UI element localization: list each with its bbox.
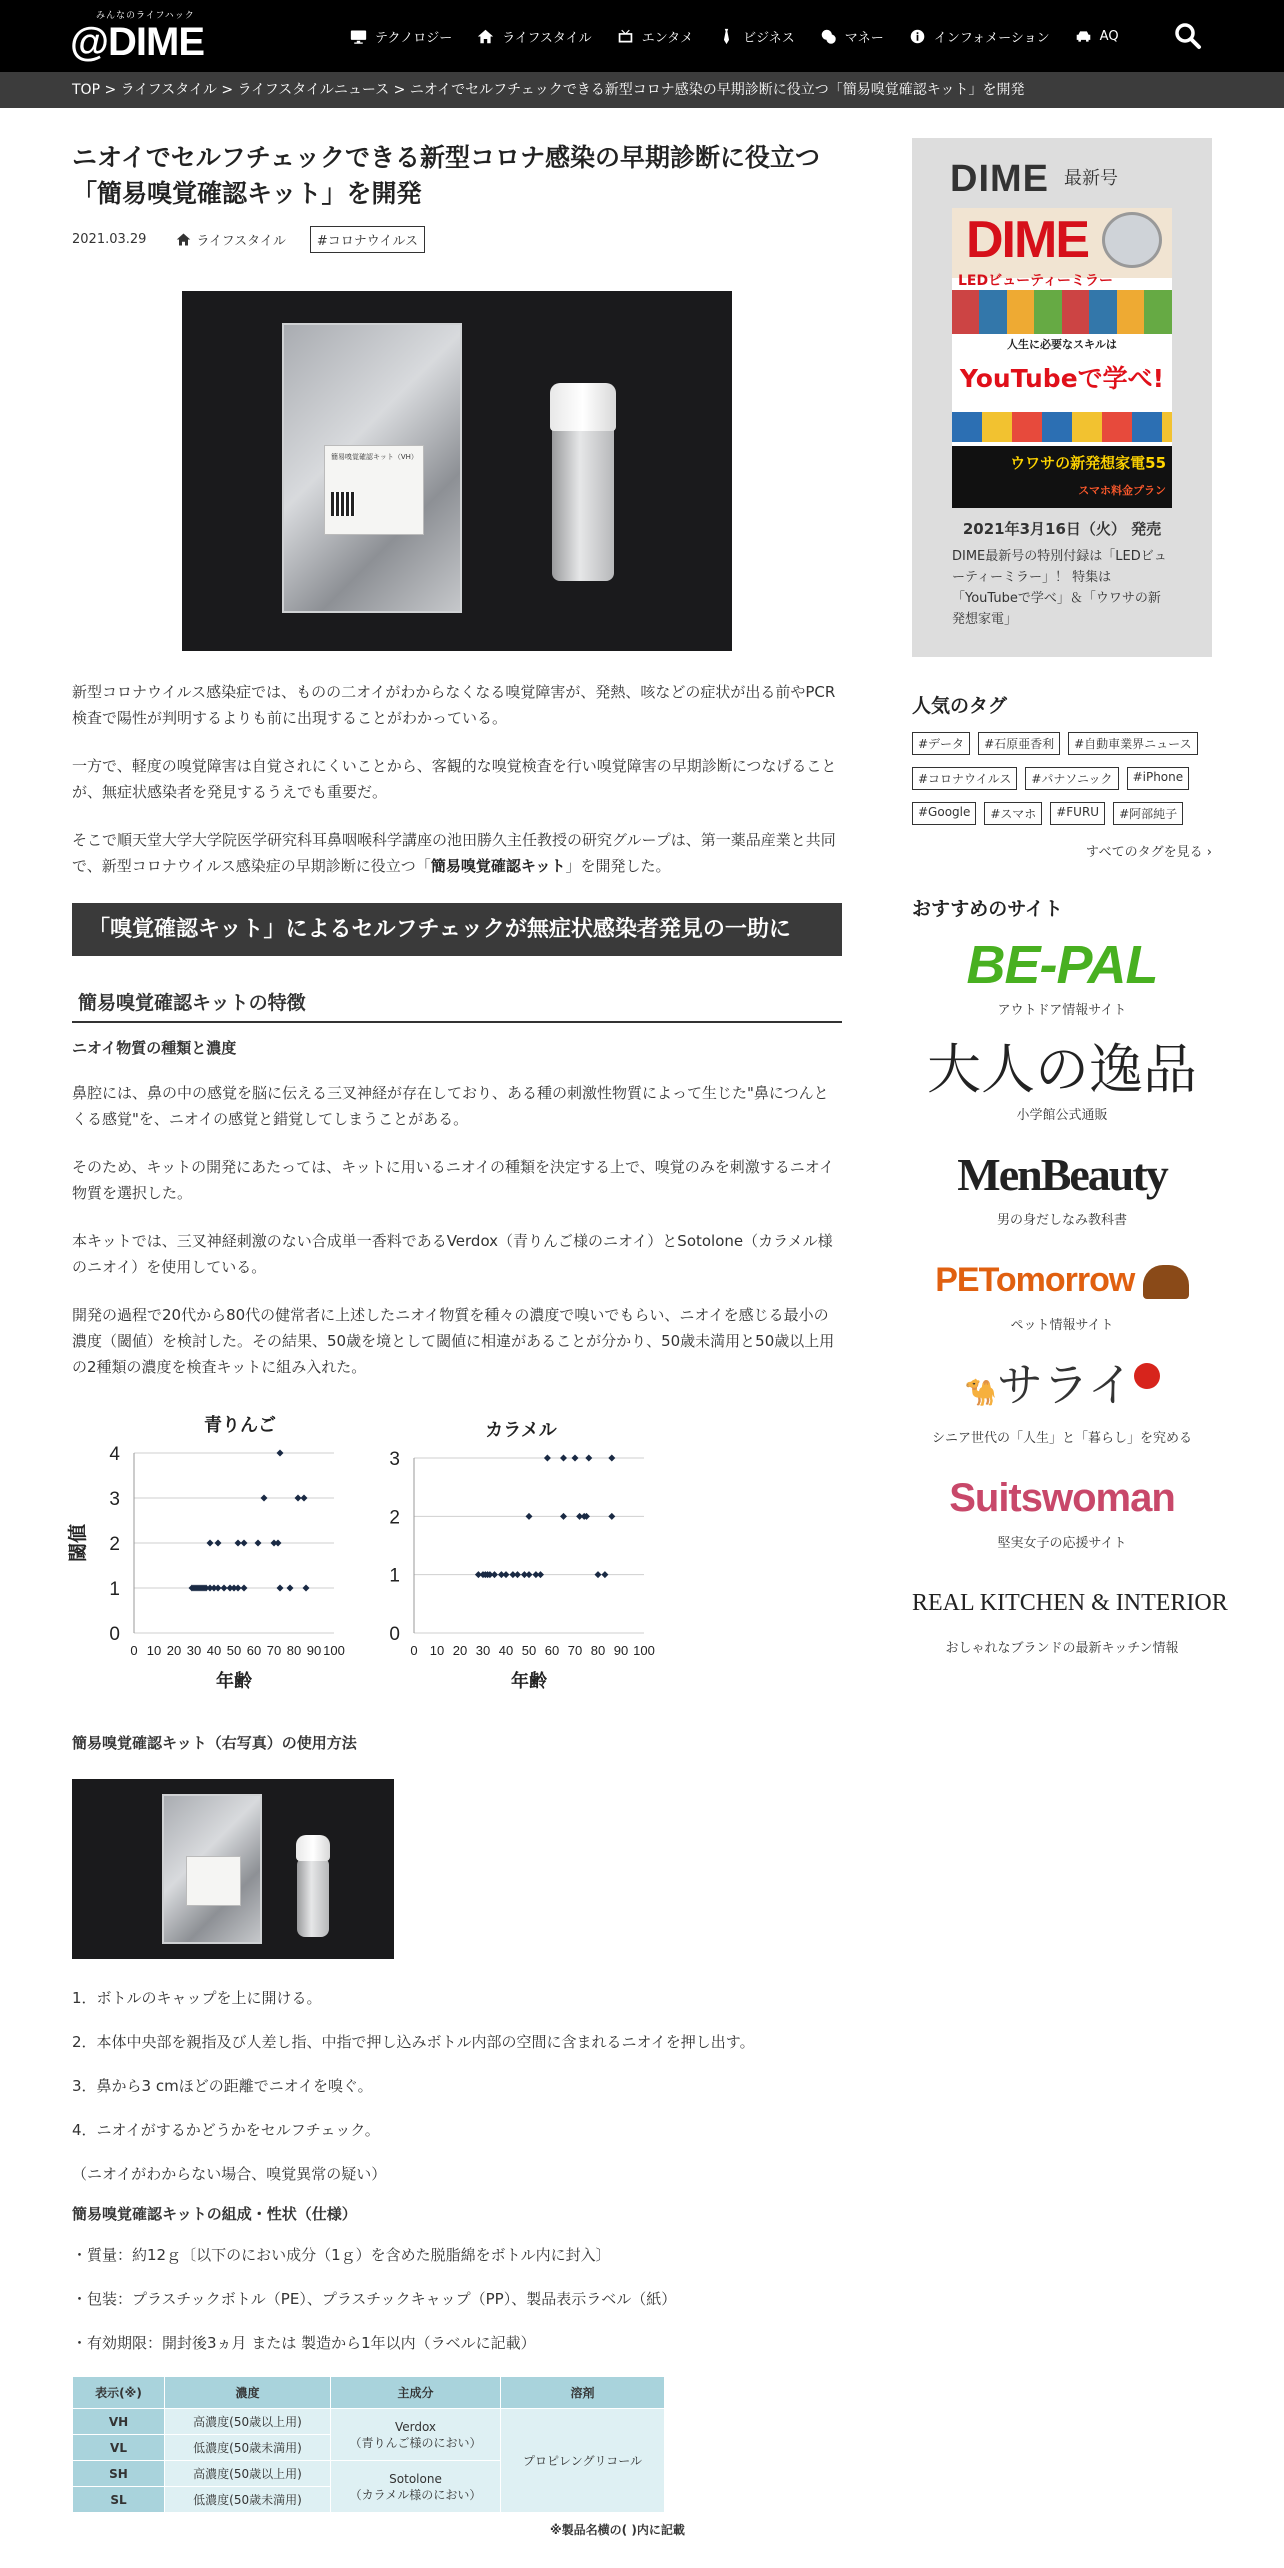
magazine-date: 2021年3月16日（火） 発売 xyxy=(962,520,1162,538)
paragraph: そのため、キットの開発にあたっては、キットに用いるニオイの種類を決定する上で、嗅覚のみを刺激するニオイ物質を選択した。 xyxy=(72,1158,835,1202)
y-axis-label: 閾値 xyxy=(67,1523,89,1563)
subsection-heading: 簡易嗅覚確認キットの特徴 xyxy=(72,988,842,1023)
site-label: アウトドア情報サイト xyxy=(997,1003,1127,1018)
table-cell: VH xyxy=(73,2409,165,2435)
data-point xyxy=(572,1455,579,1462)
step-item: 2．本体中央部を親指及び人差し指、中指で押し込みボトル内部の空間に含まれるニオイを押し出す。 xyxy=(72,2033,755,2051)
nav-entertainment[interactable] xyxy=(617,27,693,46)
cover-headline: 人生に必要なスキルは xyxy=(1007,338,1117,351)
table-cell: プロピレングリコール xyxy=(501,2409,665,2513)
x-tick-label: 40 xyxy=(206,1643,222,1658)
nav-business[interactable] xyxy=(718,27,795,46)
coins-icon xyxy=(820,28,837,45)
x-tick-label: 50 xyxy=(226,1643,242,1658)
home-icon xyxy=(477,28,494,45)
tag-chip[interactable]: #阿部純子 xyxy=(1113,802,1183,825)
data-point xyxy=(595,1571,602,1578)
tag-chip[interactable]: #スマホ xyxy=(984,802,1042,825)
threshold-charts xyxy=(67,1408,772,1708)
article-category[interactable] xyxy=(176,230,285,249)
magazine-desc: DIME最新号の特別付録は「LEDビューティーミラー」！ 特集は「YouTubeで学べ」＆「ウワサの新発想家電」 xyxy=(952,549,1167,627)
site-realkitchen[interactable] xyxy=(912,1575,1228,1656)
tag-chip[interactable]: #石原亜香利 xyxy=(978,732,1060,755)
table-header: 主成分 xyxy=(331,2377,501,2409)
magazine-newest: 最新号 xyxy=(1064,168,1118,189)
tag-chip[interactable]: #Google xyxy=(912,802,976,825)
table-header: 溶剤 xyxy=(501,2377,665,2409)
bottle-cap xyxy=(296,1835,330,1861)
table-header-row xyxy=(73,2377,665,2409)
data-point xyxy=(601,1571,608,1578)
necktie-icon xyxy=(718,28,735,45)
nav-lifestyle[interactable] xyxy=(477,27,591,46)
info-icon xyxy=(909,28,926,45)
data-point xyxy=(526,1513,533,1520)
data-point xyxy=(503,1571,510,1578)
cell-text: （青りんご様のにおい） xyxy=(349,2435,482,2450)
site-bepal[interactable] xyxy=(912,937,1212,1018)
cell-text: （カラメル様のにおい） xyxy=(349,2487,482,2502)
data-point xyxy=(277,1585,284,1592)
mirror-image xyxy=(1102,212,1162,268)
qr-code xyxy=(331,492,355,516)
suitswoman-logo: Suitswoman xyxy=(949,1476,1175,1520)
monitor-icon xyxy=(350,28,367,45)
menbeauty-logo: MenBeauty xyxy=(957,1149,1167,1200)
x-tick-label: 70 xyxy=(266,1643,282,1658)
site-petomorrow[interactable] xyxy=(912,1252,1212,1333)
nav-label: エンタメ xyxy=(641,30,694,46)
nav-money[interactable] xyxy=(820,27,884,46)
logo-text: サライ xyxy=(996,1358,1134,1412)
kit-bottle xyxy=(297,1857,329,1937)
x-tick-label: 80 xyxy=(590,1643,606,1658)
paragraph: 一方で、軽度の嗅覚障害は自覚されにくいことから、客観的な嗅覚検査を行い嗅覚障害の早期診断につなげることが、無症状感染者を発見するうえでも重要だ。 xyxy=(72,757,837,801)
realkitchen-logo: REAL KITCHEN & INTERIOR xyxy=(912,1590,1228,1616)
data-point xyxy=(295,1495,302,1502)
cell-text: Sotolone xyxy=(389,2471,442,2486)
site-suitswoman[interactable] xyxy=(912,1470,1212,1551)
table-cell: 低濃度(50歳未満用) xyxy=(165,2435,331,2461)
nav-technology[interactable] xyxy=(350,27,452,46)
search-icon[interactable] xyxy=(1174,22,1202,50)
chevron-right-icon: › xyxy=(1206,845,1212,860)
y-tick-label: 2 xyxy=(109,1534,120,1555)
step-item: 4．ニオイがするかどうかをセルフチェック。 xyxy=(72,2121,380,2139)
site-label: 堅実女子の応援サイト xyxy=(997,1536,1127,1551)
x-tick-label: 30 xyxy=(186,1643,202,1658)
data-point xyxy=(221,1585,228,1592)
text-span: 」を開発した。 xyxy=(565,857,671,875)
article-date: 2021.03.29 xyxy=(72,232,147,247)
main-nav xyxy=(350,0,1144,72)
tag-list xyxy=(912,732,1212,837)
table-header: 表示(※) xyxy=(73,2377,165,2409)
y-tick-label: 3 xyxy=(109,1489,120,1510)
x-tick-label: 40 xyxy=(498,1643,514,1658)
x-tick-label: 50 xyxy=(521,1643,537,1658)
section-heading: 「嗅覚確認キット」によるセルフチェックが無症状感染者発見の一助に xyxy=(72,903,842,956)
paragraph: 鼻腔には、鼻の中の感覚を脳に伝える三叉神経が存在しており、ある種の刺激性物質によって生じた"鼻につんとくる感覚"を、ニオイの感覚と錯覚してしまうことがある。 xyxy=(72,1084,829,1128)
cover-icons xyxy=(952,412,1172,442)
x-tick-label: 70 xyxy=(567,1643,583,1658)
y-tick-label: 1 xyxy=(109,1579,120,1600)
tag-chip[interactable]: #データ xyxy=(912,732,970,755)
data-point xyxy=(277,1450,284,1457)
cell-text: Verdox xyxy=(394,2419,437,2434)
x-tick-label: 90 xyxy=(306,1643,322,1658)
kit-label xyxy=(324,445,424,535)
spec-item: ・質量：約12ｇ〔以下のにおい成分（1ｇ）を含めた脱脂綿をボトル内に封入〕 xyxy=(72,2246,611,2264)
spec-item: ・包装：プラスチックボトル（PE）、プラスチックキャップ（PP）、製品表示ラベル（紙） xyxy=(72,2290,677,2308)
data-point xyxy=(560,1513,567,1520)
paragraph: 本キットでは、三叉神経刺激のない合成単一香料であるVerdox（青りんご様のニオイ）とSotolone（カラメル様のニオイ）を使用している。 xyxy=(72,1232,833,1276)
data-point xyxy=(241,1585,248,1592)
x-tick-label: 20 xyxy=(166,1643,182,1658)
site-label: 男の身だしなみ教科書 xyxy=(996,1213,1127,1228)
charts-svg xyxy=(67,1408,772,1708)
tv-icon xyxy=(617,28,634,45)
link-label: すべてのタグを見る xyxy=(1085,845,1203,860)
x-tick-label: 30 xyxy=(475,1643,491,1658)
x-tick-label: 90 xyxy=(613,1643,629,1658)
site-label: おしゃれなブランドの最新キッチン情報 xyxy=(945,1641,1179,1656)
article-meta xyxy=(72,226,842,253)
site-otona[interactable] xyxy=(912,1038,1212,1123)
table-cell: VL xyxy=(73,2435,165,2461)
paragraph: 開発の過程で20代から80代の健常者に上述したニオイ物質を種々の濃度で嗅いでもらい、ニオイを感じる最小の濃度（閾値）を検討した。その結果、50歳を境として閾値に相違があることが分かり、50歳未満用と50歳以上用の2種類の濃度を検査キットに組み入れた。 xyxy=(72,1306,835,1376)
data-point xyxy=(303,1585,310,1592)
tag-chip[interactable]: #パナソニック xyxy=(1025,767,1118,790)
otona-logo: 大人の逸品 xyxy=(927,1038,1197,1101)
hero-photo xyxy=(182,291,732,651)
x-tick-label: 60 xyxy=(246,1643,262,1658)
kit-bag xyxy=(282,323,462,613)
breadcrumb[interactable]: TOP > ライフスタイル > ライフスタイルニュース > ニオイでセルフチェックできる新型コロナ感染の早期診断に役立つ「簡易嗅覚確認キット」を開発 xyxy=(0,72,1284,108)
home-icon xyxy=(176,232,191,247)
x-tick-label: 100 xyxy=(323,1643,345,1658)
text-span: そこで順天堂大学大学院医学研究科耳鼻咽喉科学講座の池田勝久主任教授の研究グループは、第一薬品産業と共同で、新型コロナウイルス感染症の早期診断に役立つ「 xyxy=(72,831,836,875)
article-tag[interactable]: #コロナウイルス xyxy=(310,226,425,253)
sidebar xyxy=(912,138,1228,1656)
y-tick-label: 1 xyxy=(389,1565,400,1587)
bold-text: 簡易嗅覚確認キット xyxy=(430,857,566,875)
nav-label: インフォメーション xyxy=(933,30,1050,46)
data-point xyxy=(261,1495,268,1502)
logo-tagline: みんなのライフハック xyxy=(96,11,195,21)
x-tick-label: 80 xyxy=(286,1643,302,1658)
tag-chip[interactable]: #iPhone xyxy=(1127,767,1190,790)
chart-title: カラメル xyxy=(485,1420,557,1441)
cover-photos xyxy=(952,290,1172,334)
site-label: 小学館公式通販 xyxy=(1016,1108,1108,1123)
nav-information[interactable] xyxy=(909,27,1050,46)
kit-bag xyxy=(162,1794,262,1944)
cover-headline: スマホ料金プラン xyxy=(1078,484,1166,497)
jp-badge-icon xyxy=(1134,1363,1160,1389)
pet-icon xyxy=(1143,1265,1189,1299)
kit-bottle xyxy=(552,421,614,581)
data-point xyxy=(560,1455,567,1462)
petomorrow-logo xyxy=(912,1252,1212,1308)
site-label: ペット情報サイト xyxy=(1010,1318,1114,1333)
site-header xyxy=(0,0,1284,72)
x-axis-label: 年齢 xyxy=(216,1671,252,1692)
serai-logo xyxy=(912,1357,1212,1421)
spec-table xyxy=(72,2376,665,2513)
data-point xyxy=(241,1540,248,1547)
tag-chip[interactable]: #FURU xyxy=(1050,802,1105,825)
x-tick-label: 0 xyxy=(410,1643,418,1658)
data-point xyxy=(608,1455,615,1462)
step-item: （ニオイがわからない場合、嗅覚異常の疑い） xyxy=(72,2165,387,2183)
data-point xyxy=(526,1571,533,1578)
minor-heading: 簡易嗅覚確認キットの組成・性状（仕様） xyxy=(72,2205,357,2223)
kit-label-text: 簡易嗅覚確認キット（VH） xyxy=(331,453,418,461)
nav-label: AQ xyxy=(1099,28,1119,44)
table-cell xyxy=(331,2409,501,2461)
cover-headline: ウワサの新発想家電55 xyxy=(1010,454,1166,472)
logo-wordmark: @DIME xyxy=(70,20,205,64)
table-cell xyxy=(331,2461,501,2513)
site-logo[interactable] xyxy=(70,8,220,64)
nav-label: テクノロジー xyxy=(375,30,453,46)
site-label: シニア世代の「人生」と「暮らし」を究める xyxy=(931,1431,1192,1446)
x-tick-label: 20 xyxy=(452,1643,468,1658)
data-point xyxy=(207,1540,214,1547)
category-label: ライフスタイル xyxy=(196,234,286,249)
kit-label xyxy=(186,1856,241,1906)
minor-heading: 簡易嗅覚確認キット（右写真）の使用方法 xyxy=(72,1734,357,1752)
camel-icon: 🐪 xyxy=(964,1378,997,1408)
data-point xyxy=(537,1571,544,1578)
table-cell: 低濃度(50歳未満用) xyxy=(165,2487,331,2513)
data-point xyxy=(235,1585,242,1592)
car-icon xyxy=(1075,28,1092,45)
y-tick-label: 3 xyxy=(389,1449,400,1470)
all-tags-link[interactable] xyxy=(912,841,1212,860)
data-point xyxy=(608,1513,615,1520)
cover-headline: YouTubeで学べ! xyxy=(959,364,1165,393)
magazine-box[interactable] xyxy=(912,138,1212,657)
y-tick-label: 4 xyxy=(109,1444,120,1465)
x-tick-label: 10 xyxy=(429,1643,445,1658)
logo-text: PETomorrow xyxy=(935,1261,1135,1299)
data-point xyxy=(544,1455,551,1462)
x-tick-label: 100 xyxy=(633,1643,655,1658)
article-title: ニオイでセルフチェックできる新型コロナ感染の早期診断に役立つ「簡易嗅覚確認キット」を開発 xyxy=(72,143,821,208)
spec-item: ・有効期限：開封後3ヵ月 または 製造から1年以内（ラベルに記載） xyxy=(72,2334,536,2352)
x-tick-label: 60 xyxy=(544,1643,560,1658)
article xyxy=(67,140,842,2538)
table-header: 濃度 xyxy=(165,2377,331,2409)
magazine-cover[interactable] xyxy=(952,208,1172,508)
data-point xyxy=(301,1495,308,1502)
data-point xyxy=(275,1540,282,1547)
tags-title: 人気のタグ xyxy=(912,695,1008,717)
x-tick-label: 0 xyxy=(130,1643,138,1658)
data-point xyxy=(235,1540,242,1547)
step-item: 3．鼻から3 cmほどの距離でニオイを嗅ぐ。 xyxy=(72,2077,373,2095)
y-tick-label: 0 xyxy=(109,1624,120,1645)
y-tick-label: 0 xyxy=(389,1624,400,1645)
site-serai[interactable] xyxy=(912,1357,1212,1446)
table-cell: 高濃度(50歳以上用) xyxy=(165,2461,331,2487)
magazine-brand: DIME xyxy=(950,158,1049,200)
nav-label: ビジネス xyxy=(743,30,795,46)
nav-label: ライフスタイル xyxy=(502,30,592,46)
nav-aq[interactable] xyxy=(1075,28,1119,45)
data-point xyxy=(287,1585,294,1592)
paragraph xyxy=(72,827,842,879)
nav-label: マネー xyxy=(844,30,884,46)
chart-title: 青りんご xyxy=(204,1415,276,1436)
tag-chip[interactable]: #自動車業界ニュース xyxy=(1068,732,1197,755)
kit-photo xyxy=(72,1779,394,1959)
bepal-logo: BE-PAL xyxy=(966,935,1158,995)
sites-title: おすすめのサイト xyxy=(912,898,1063,920)
x-axis-label: 年齢 xyxy=(511,1671,547,1692)
cover-logo: DIME xyxy=(966,211,1088,269)
site-menbeauty[interactable] xyxy=(912,1147,1212,1228)
data-point xyxy=(514,1571,521,1578)
table-cell: SH xyxy=(73,2461,165,2487)
table-row xyxy=(73,2409,665,2435)
data-point xyxy=(491,1571,498,1578)
table-cell: SL xyxy=(73,2487,165,2513)
table-cell: 高濃度(50歳以上用) xyxy=(165,2409,331,2435)
data-point xyxy=(255,1540,262,1547)
x-tick-label: 10 xyxy=(146,1643,162,1658)
data-point xyxy=(215,1585,222,1592)
paragraph: 新型コロナウイルス感染症では、ものの二オイがわからなくなる嗅覚障害が、発熱、咳などの症状が出る前やPCR検査で陽性が判明するよりも前に出現することがわかっている。 xyxy=(72,683,836,727)
data-point xyxy=(585,1455,592,1462)
data-point xyxy=(215,1540,222,1547)
bottle-cap xyxy=(550,383,616,431)
y-tick-label: 2 xyxy=(389,1507,400,1529)
tag-chip[interactable]: #コロナウイルス xyxy=(912,767,1017,790)
cover-headline: LEDビューティーミラー xyxy=(958,273,1113,289)
step-item: 1．ボトルのキャップを上に開ける。 xyxy=(72,1989,322,2007)
table-note: ※製品名横の( )内に記載 xyxy=(550,2523,685,2537)
minor-heading: ニオイ物質の種類と濃度 xyxy=(72,1039,237,1057)
